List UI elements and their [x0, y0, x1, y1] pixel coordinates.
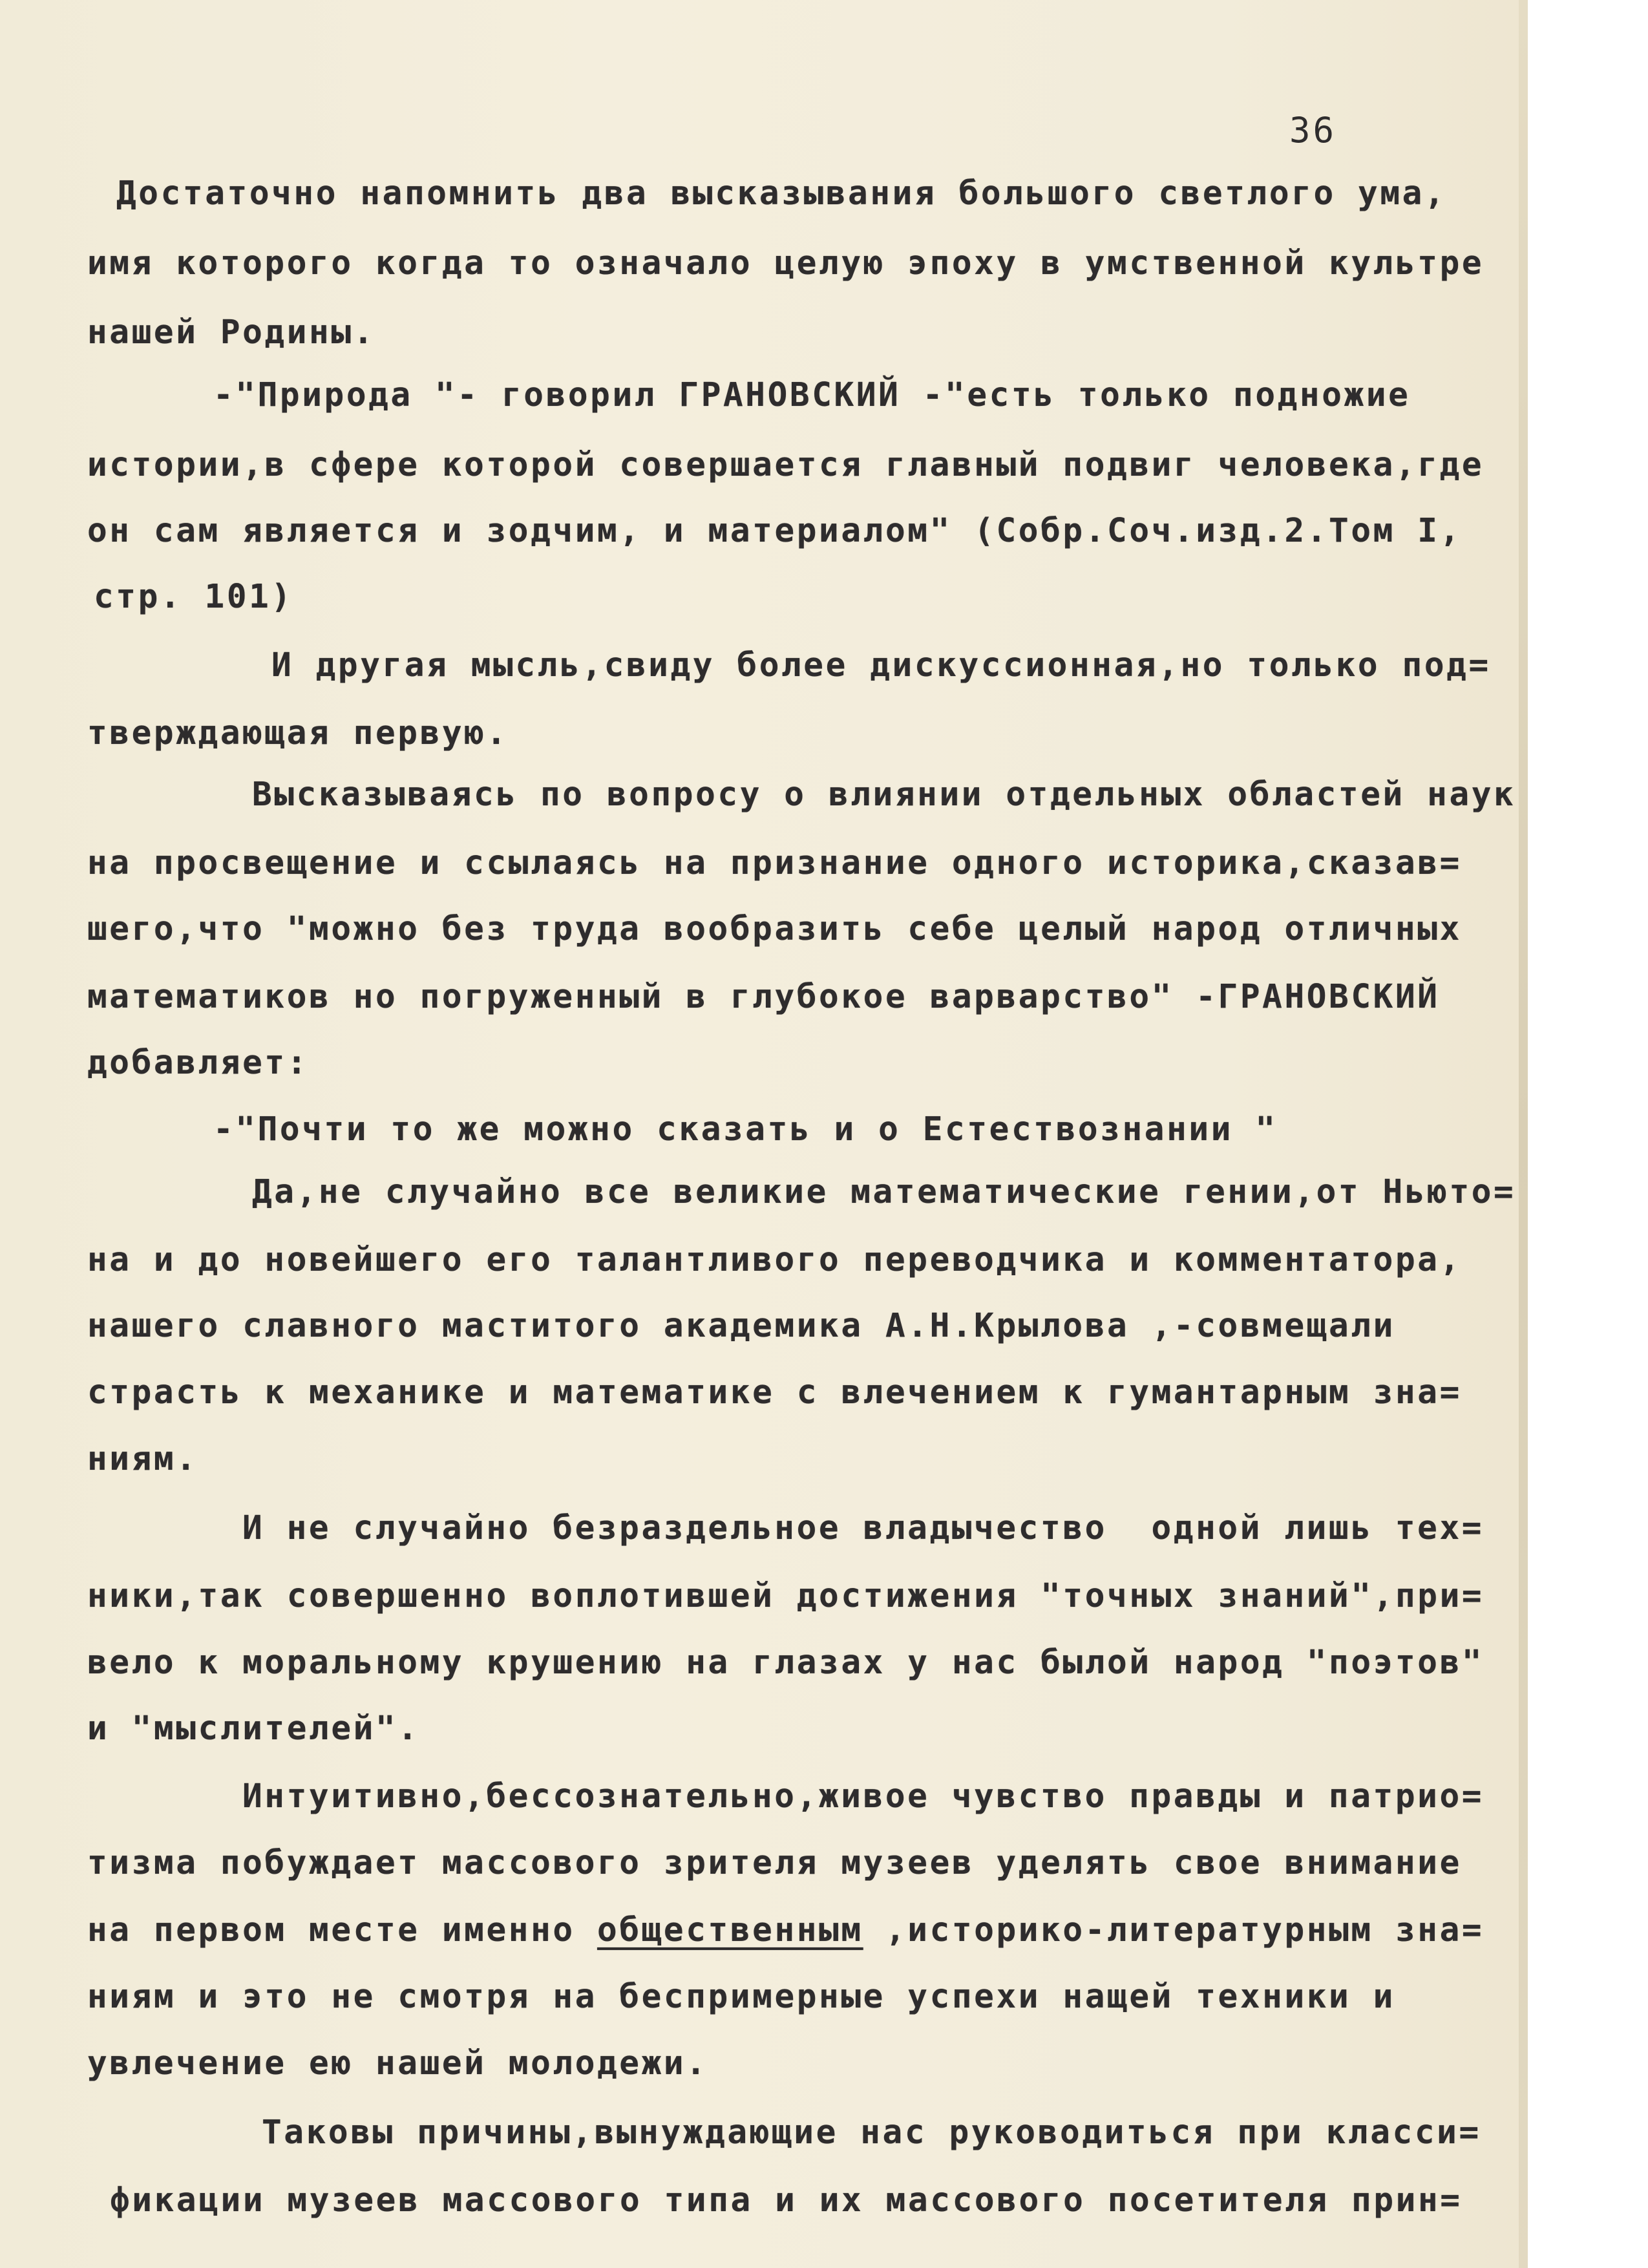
- text-line: страсть к механике и математике с влечением к гумантарным зна=: [87, 1373, 1462, 1412]
- text-line: истории,в сфере которой совершается главный подвиг человека,где: [87, 446, 1484, 484]
- text-line: [87, 1911, 1484, 1950]
- text-line: И другая мысль,свиду более дискуссионная,но только под=: [271, 646, 1491, 684]
- text-segment: на первом месте именно: [87, 1911, 598, 1949]
- text-line: добавляет:: [87, 1044, 310, 1082]
- text-line: на и до новейшего его талантливого переводчика и комментатора,: [87, 1241, 1462, 1279]
- text-line: ниям и это не смотря на беспримерные успехи нащей техники и: [87, 1978, 1395, 2016]
- text-line: -"Природа "- говорил ГРАНОВСКИЙ -"есть только подножие: [213, 376, 1411, 414]
- text-line: ники,так совершенно воплотившей достижения "точных знаний",при=: [87, 1577, 1484, 1615]
- text-line: стр. 101): [94, 578, 293, 616]
- text-line: имя которого когда то означало целую эпоху в умственной культре: [87, 244, 1484, 282]
- text-line: математиков но погруженный в глубокое варварство" -ГРАНОВСКИЙ: [87, 978, 1440, 1016]
- text-line: Высказываясь по вопросу о влиянии отдельных областей наук: [252, 776, 1516, 814]
- text-line: он сам является и зодчим, и материалом" (Собр.Соч.изд.2.Том I,: [87, 512, 1462, 550]
- underlined-word: общественным: [597, 1911, 863, 1949]
- text-line: Да,не случайно все великие математические гении,от Ньюто=: [252, 1173, 1516, 1211]
- text-line: Достаточно напомнить два высказывания большого светлого ума,: [116, 175, 1447, 213]
- text-segment: ,историко-литературным зна=: [863, 1911, 1484, 1949]
- page-edge: [1519, 0, 1528, 2268]
- text-line: шего,что "можно без труда вообразить себе целый народ отличных: [87, 910, 1462, 948]
- text-line: тизма побуждает массового зрителя музеев уделять свое внимание: [87, 1844, 1462, 1882]
- text-line: увлечение ею нашей молодежи.: [87, 2044, 708, 2083]
- text-line: вело к моральному крушению на глазах у нас былой народ "поэтов": [87, 1644, 1484, 1682]
- text-line: Таковы причины,вынуждающие нас руководиться при класси=: [262, 2114, 1481, 2152]
- text-line: тверждающая первую.: [87, 714, 509, 752]
- text-line: и "мыслителей".: [87, 1710, 420, 1748]
- text-line: нашего славного маститого академика А.Н.Крылова ,-совмещали: [87, 1307, 1395, 1345]
- page-number: 36: [1289, 110, 1337, 151]
- text-line: фикации музеев массового типа и их массового посетителя прин=: [110, 2181, 1463, 2220]
- text-line: ниям.: [87, 1440, 198, 1478]
- text-line: -"Почти то же можно сказать и о Естествознании ": [213, 1110, 1278, 1149]
- text-line: И не случайно безраздельное владычество одной лишь тех=: [242, 1509, 1484, 1547]
- text-line: нашей Родины.: [87, 313, 375, 352]
- text-line: Интуитивно,бессознательно,живое чувство правды и патрио=: [242, 1777, 1484, 1816]
- text-line: на просвещение и ссылаясь на признание одного историка,сказав=: [87, 844, 1462, 882]
